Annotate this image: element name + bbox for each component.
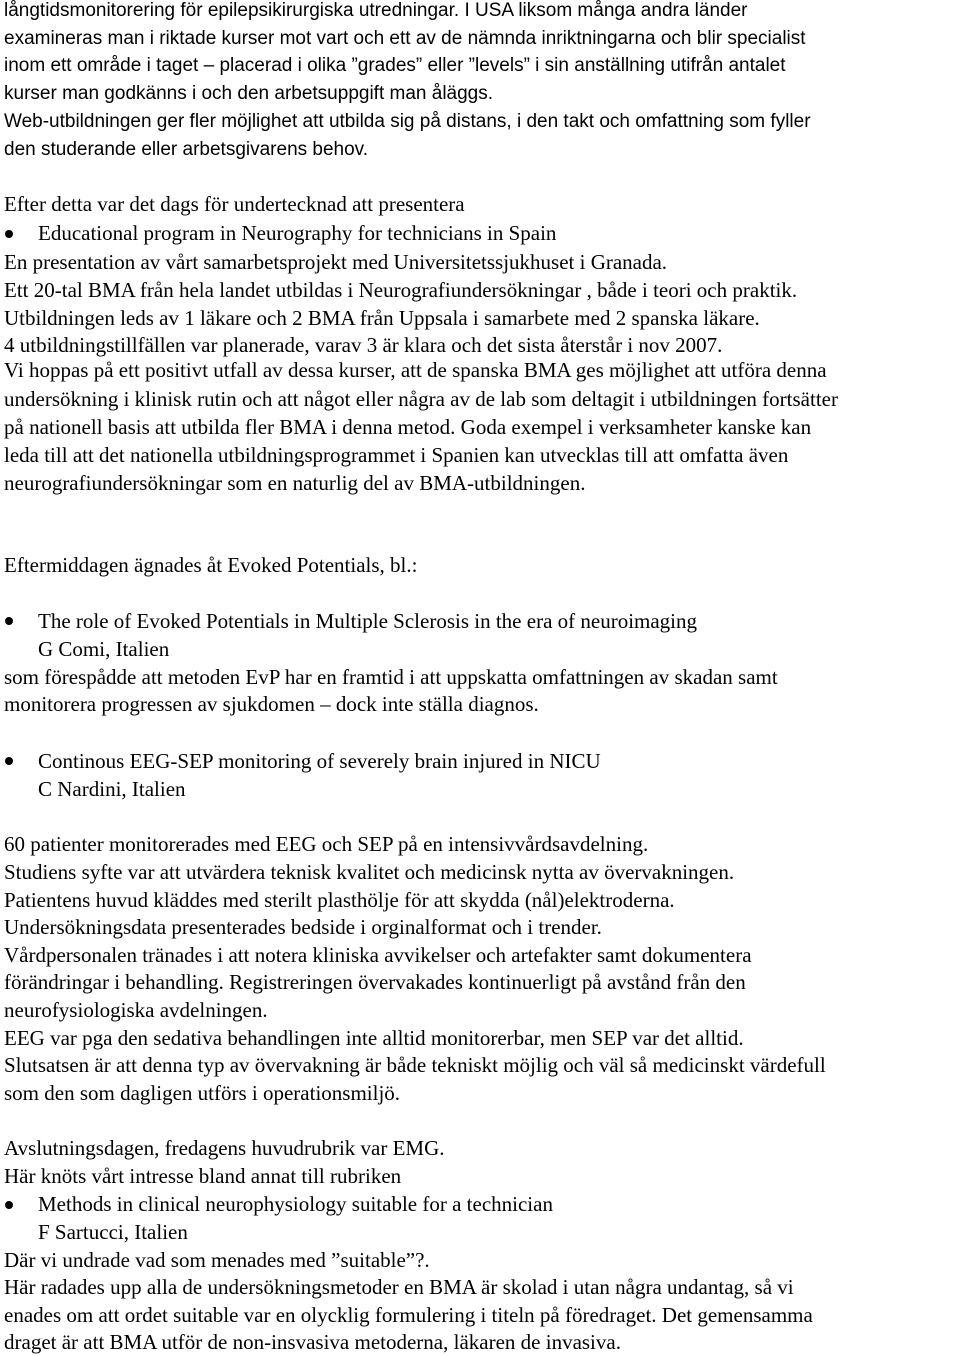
text-line: Vi hoppas på ett positivt utfall av dessa kurser, att de spanska BMA ges möjlighet att utföra denna [4,358,827,382]
text-line: examineras man i riktade kurser mot vart och ett av de nämnda inriktningarna och blir specialist [4,28,806,49]
text-line: kurser man godkänns i och den arbetsuppgift man åläggs. [4,83,494,104]
text-line: monitorera progressen av sjukdomen – dock inte ställa diagnos. [4,692,539,716]
text-line: Studiens syfte var att utvärdera teknisk kvalitet och medicinsk nytta av övervakningen. [4,860,735,884]
text-line: inom ett område i taget – placerad i olika ”grades” eller ”levels” i sin anställning utifrån antalet [4,55,786,76]
text-line: Efter detta var det dags för undertecknad att presentera [4,192,465,216]
text-line: 60 patienter monitorerades med EEG och SEP på en intensivvårdsavdelning. [4,832,649,856]
text-line: draget är att BMA utför de non-insvasiva metoderna, läkaren de invasiva. [4,1330,621,1354]
text-line: Undersökningsdata presenterades bedside i orginalformat och i trender. [4,915,602,939]
text-line: En presentation av vårt samarbetsprojekt med Universitetssjukhuset i Granada. [4,250,668,274]
text-line: som förespådde att metoden EvP har en framtid i att uppskatta omfattningen av skadan samt [4,665,778,689]
text-line: Avslutningsdagen, fredagens huvudrubrik var EMG. [4,1136,445,1160]
text-line: undersökning i klinisk rutin och att något eller några av de lab som deltagit i utbildningen fortsätter [4,387,838,411]
text-line: Slutsatsen är att denna typ av övervakning är både tekniskt möjlig och väl så medicinskt värdefull [4,1053,826,1077]
text-line: Patientens huvud kläddes med sterilt plasthölje för att skydda (nål)elektroderna. [4,888,675,912]
text-line: långtidsmonitorering för epilepsikirurgiska utredningar. I USA liksom många andra länder [4,0,748,21]
text-line: förändringar i behandling. Registreringen övervakades kontinuerligt på avstånd från den [4,970,746,994]
bullet-icon [5,757,13,765]
talk-title: Educational program in Neurography for technicians in Spain [38,221,557,245]
text-line: Här knöts vårt intresse bland annat till rubriken [4,1164,402,1188]
text-line: Här radades upp alla de undersökningsmetoder en BMA är skolad i utan några undantag, så vi [4,1275,794,1299]
section-heading: Eftermiddagen ägnades åt Evoked Potentials, bl.: [4,553,418,577]
text-line: Web-utbildningen ger fler möjlighet att utbilda sig på distans, i den takt och omfattning som fyller [4,111,811,132]
talk-title: Methods in clinical neurophysiology suitable for a technician [38,1192,553,1216]
talk-speaker: G Comi, Italien [38,637,170,661]
text-line: 4 utbildningstillfällen var planerade, varav 3 är klara och det sista återstår i nov 2007. [4,333,723,357]
text-line: neurografiundersökningar som en naturlig del av BMA-utbildningen. [4,471,586,495]
text-line: Ett 20-tal BMA från hela landet utbildas i Neurografiundersökningar , både i teori och praktik. [4,278,798,302]
text-line: Vårdpersonalen tränades i att notera kliniska avvikelser och artefakter samt dokumentera [4,943,752,967]
talk-speaker: C Nardini, Italien [38,777,186,801]
text-line: den studerande eller arbetsgivarens behov. [4,139,369,160]
bullet-icon [5,230,13,238]
text-line: Utbildningen leds av 1 läkare och 2 BMA från Uppsala i samarbete med 2 spanska läkare. [4,306,760,330]
bullet-icon [5,617,13,625]
bullet-icon [5,1201,13,1209]
text-line: neurofysiologiska avdelningen. [4,998,268,1022]
text-line: som den som dagligen utförs i operationsmiljö. [4,1081,401,1105]
text-line: på nationell basis att utbilda fler BMA i denna metod. Goda exempel i verksamheter kanske kan [4,415,812,439]
text-line: Där vi undrade vad som menades med ”suitable”?. [4,1248,430,1272]
text-line: enades om att ordet suitable var en olycklig formulering i titeln på föredraget. Det gemensamma [4,1303,813,1327]
talk-speaker: F Sartucci, Italien [38,1220,188,1244]
text-line: EEG var pga den sedativa behandlingen inte alltid monitorerbar, men SEP var det alltid. [4,1026,744,1050]
talk-title: The role of Evoked Potentials in Multiple Sclerosis in the era of neuroimaging [38,609,698,633]
talk-title: Continous EEG-SEP monitoring of severely brain injured in NICU [38,749,601,773]
text-line: leda till att det nationella utbildningsprogrammet i Spanien kan utvecklas till att omfatta även [4,443,789,467]
